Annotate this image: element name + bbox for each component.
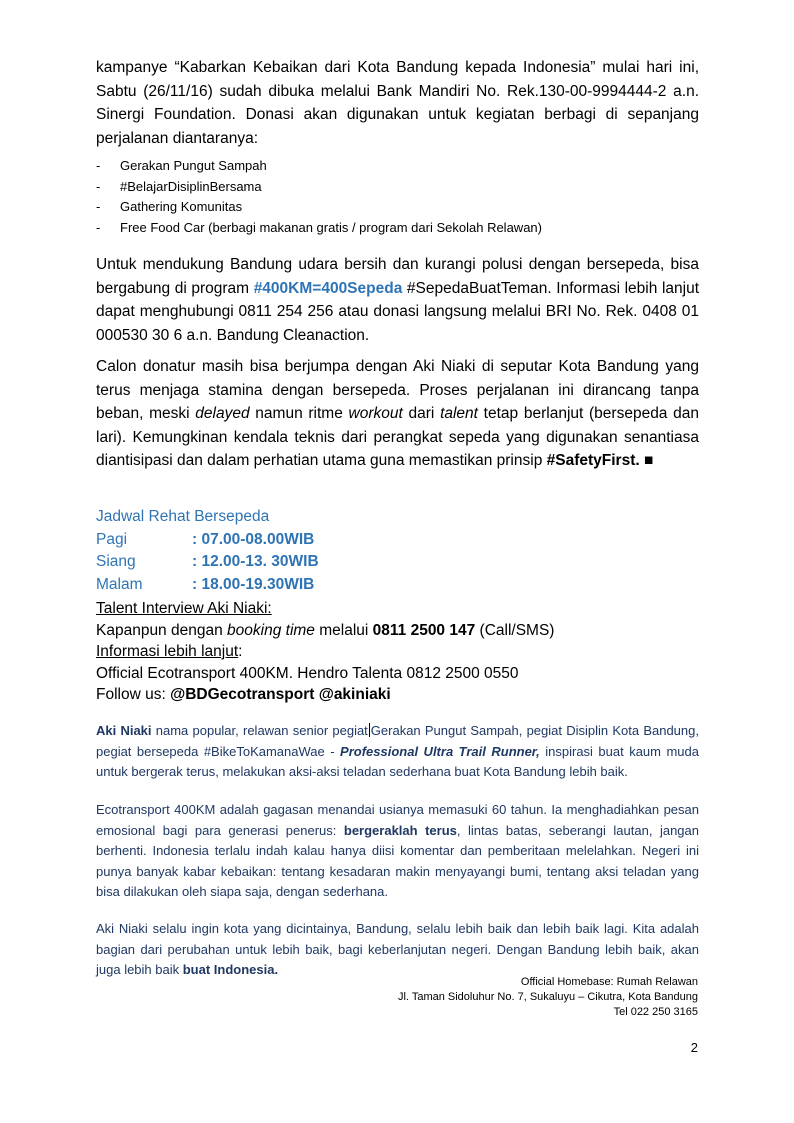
activity-list [96,156,699,238]
list-item [96,156,699,177]
paragraph-text: , lintas batas, seberangi lautan, jangan berhenti. Indonesia terlalu indah kalau hanya diisi komentar dan pemberitaan melelahkan. Negeri ini punya banyak kabar kebaikan: tentang kesadaran makin menyayangi bumi, tentang aksi teladan yang bisa dilakukan oleh siapa saja, dengan sederhana. [96,822,699,899]
emphasis-text: booking time [227,621,315,639]
schedule-label: Pagi [96,530,128,548]
schedule-label: Malam [96,575,143,593]
list-marker: - [96,178,101,194]
footer-homebase: Official Homebase: Rumah Relawan [520,976,698,988]
official-contact: Official Ecotransport 400KM. Hendro Talenta 0812 2500 0550 [96,664,519,682]
bold-phrase: buat Indonesia. [182,962,279,977]
list-item [96,197,699,218]
social-handles: @BDGecotransport @akiniaki [170,686,391,703]
safety-hashtag: #SafetyFirst [546,452,636,469]
list-item [96,177,699,198]
person-name: Aki Niaki [96,723,152,738]
schedule-time: : 18.00-19.30WIB [192,575,315,593]
list-item-text: Gathering Komunitas [120,199,243,214]
paragraph-text: kampanye “Kabarkan Kebaikan dari Kota Bandung kepada Indonesia” mulai hari ini, Sabtu (26/11/16) sudah dibuka melalui Bank Mandiri No. Rek.130-00-9994444-2 a.n. Sinergi Foundation. Donasi akan digunakan untuk kegiatan berbagi di sepanjang perjalanan diantaranya: [96,59,699,147]
footer-phone: Tel 022 250 3165 [613,1006,698,1018]
paragraph-text: inspirasi buat kaum muda untuk bergerak terus, melakukan aksi-aksi teladan sederhana buat Kota Bandung lebih baik. [96,743,699,779]
info-text: Kapanpun dengan [96,621,228,639]
text-cursor [369,723,370,737]
schedule-row [96,529,699,552]
paragraph-closing [96,919,699,981]
paragraph-text: Gerakan Pungut Sampah, pegiat Disiplin Kota Bandung, pegiat bersepeda #BikeToKamanaWae - [96,723,699,759]
more-info-heading: Informasi lebih lanjut [96,643,239,660]
follow-line [96,684,699,706]
schedule-row [96,574,699,597]
end-mark: . ■ [635,452,654,469]
runner-title: Professional Ultra Trail Runner, [340,743,540,759]
schedule-time: : 07.00-08.00WIB [192,530,315,548]
footer-street: Jl. Taman Sidoluhur No. 7, Sukaluyu – Cikutra, Kota Bandung [397,991,698,1003]
paragraph-donation-campaign [96,56,699,150]
talent-phone: 0811 2500 147 [372,621,476,639]
info-text: (Call/SMS) [475,621,555,639]
more-info-heading-line [96,641,699,663]
paragraph-text: Untuk mendukung Bandung udara bersih dan kurangi polusi dengan bersepeda, bisa bergabung di program [96,256,699,297]
follow-label: Follow us: [96,686,171,703]
paragraph-text: tetap berlanjut (bersepeda dan lari). Kemungkinan kendala teknis dari perangkat sepeda yang digunakan senantiasa diantisipasi dan dalam perhatian utama guna memastikan prinsip [96,405,699,469]
paragraph-text: #SepedaBuatTeman. Informasi lebih lanjut dapat menghubungi 0811 254 256 atau donasi langsung melalui BRI No. Rek. 0408 01 000530 30 6 a.n. Bandung Cleanaction. [96,279,700,344]
page-number: 2 [690,1040,698,1055]
paragraph-cycling-program [96,253,699,347]
paragraph-text: Ecotransport 400KM adalah gagasan menandai usianya memasuki 60 tahun. Ia menghadiahkan pesan emosional bagi para generasi penerus: [96,802,699,838]
bold-phrase: bergeraklah terus [343,822,457,838]
paragraph-text: nama popular, relawan senior pegiat [151,723,368,738]
rest-schedule [96,506,699,596]
list-item [96,218,699,239]
list-marker: - [96,199,101,214]
footer-address [278,975,698,1020]
heading-colon: : [238,643,243,660]
list-item-text: #BelajarDisiplinBersama [120,178,262,194]
list-item-text: Gerakan Pungut Sampah [120,158,267,173]
paragraph-about-aki-niaki [96,721,699,783]
emphasis-text: workout [348,405,403,422]
list-marker: - [96,219,101,235]
list-item-text: Free Food Car (berbagi makanan gratis / program dari Sekolah Relawan) [120,219,542,235]
emphasis-text: delayed [195,405,250,422]
schedule-time: : 12.00-13. 30WIB [192,553,319,570]
schedule-label: Siang [96,553,136,570]
talent-heading: Talent Interview Aki Niaki: [96,600,272,617]
program-hashtag: #400KM=400Sepeda [253,279,403,297]
talent-line [96,620,699,642]
list-marker: - [96,158,101,173]
paragraph-text: Aki Niaki selalu ingin kota yang dicintainya, Bandung, selalu lebih baik dan lebih baik lagi. Kita adalah bagian dari perubahan untuk lebih baik, bagi keberlanjutan negeri. Dengan Bandung lebih baik, akan juga lebih baik [96,921,699,977]
paragraph-text: Calon donatur masih bisa berjumpa dengan Aki Niaki di seputar Kota Bandung yang terus menjaga stamina dengan bersepeda. Proses perjalanan ini dirancang tanpa beban, meski [96,358,699,422]
schedule-row [96,551,699,574]
schedule-title: Jadwal Rehat Bersepeda [96,508,270,525]
paragraph-text: dari [402,405,441,422]
contact-info [96,598,699,706]
paragraph-text: namun ritme [249,405,349,422]
emphasis-text: talent [440,405,478,422]
paragraph-donor-meetup [96,355,699,473]
paragraph-ecotransport [96,800,699,903]
info-text: melalui [314,621,373,639]
